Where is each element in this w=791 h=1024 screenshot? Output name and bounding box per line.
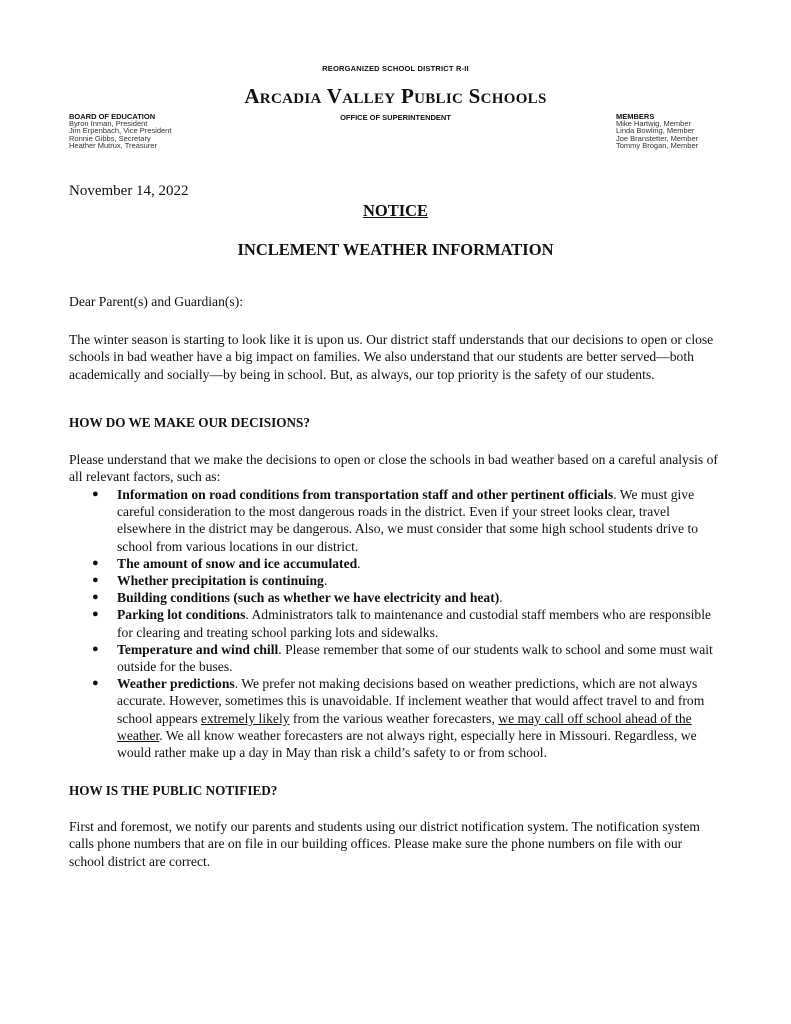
board-heading: BOARD OF EDUCATION	[69, 112, 156, 121]
list-item	[69, 572, 719, 589]
factor-text: . We all know weather forecasters are not always right, especially here in Missouri. Regardless, we would rather make up a day in May than risk a child’s safety to or from school.	[117, 727, 697, 761]
list-item	[69, 555, 719, 572]
factor-text: .	[323, 573, 328, 589]
bullet-icon: ●	[92, 608, 99, 621]
member: Joe Branstetter, Member	[616, 133, 699, 143]
factor-text: .	[357, 555, 361, 571]
bullet-icon: ●	[92, 574, 99, 587]
member: Tommy Brogan, Member	[616, 140, 699, 150]
bullet-icon: ●	[92, 591, 99, 604]
factor-text: from the various weather forecasters,	[289, 710, 499, 726]
list-item	[69, 675, 719, 761]
factor-text: . Administrators talk to maintenance and custodial staff members who are responsible for clearing and treating school parking lots and sidewalks.	[117, 607, 711, 640]
board-member: Jim Erpenbach, Vice President	[69, 126, 172, 136]
factor-title: Weather predictions	[117, 676, 235, 692]
intro-paragraph: The winter season is starting to look like it is upon us. Our district staff understands that our decisions to open or close schools in bad weather have a big impact on families. We also understand that our students are better served—both academically and socially—by being in school. But, as always, our top priority is the safety of our students.	[69, 332, 714, 382]
member: Linda Bowling, Member	[616, 126, 695, 136]
decisions-intro-paragraph: Please understand that we make the decisions to open or close the schools in bad weather based on a careful analysis of all relevant factors, such as:	[69, 452, 718, 485]
district-name: REORGANIZED SCHOOL DISTRICT R-II	[322, 64, 469, 73]
factor-text: .	[499, 590, 503, 606]
factors-list	[69, 486, 719, 761]
list-item	[69, 486, 719, 555]
members-heading: MEMBERS	[616, 112, 655, 121]
board-member: Ronnie Gibbs, Secretary	[69, 133, 151, 143]
school-title: Arcadia Valley Public Schools	[244, 84, 547, 108]
board-member: Heather Mutrux, Treasurer	[69, 140, 157, 150]
factor-title: Information on road conditions from transportation staff and other pertinent officials	[117, 487, 614, 502]
bullet-icon: ●	[92, 556, 99, 569]
factor-text: . We must give careful consideration to the most dangerous roads in the district. Even if your street looks clear, travel elsewhere in the district may be dangerous. Also, we must consider that some high school students drive to school from various locations in our district.	[117, 487, 699, 554]
underlined-phrase: extremely likely	[200, 710, 290, 726]
factor-title: Whether precipitation is continuing	[117, 573, 324, 589]
list-item	[69, 589, 719, 606]
factor-text: . We prefer not making decisions based on weather predictions, which are not always accurate. However, sometimes this is unavoidable. If inclement weather that would affect travel to and from school appears	[117, 676, 705, 726]
office-line: OFFICE OF SUPERINTENDENT	[340, 113, 451, 122]
bullet-icon: ●	[92, 488, 99, 500]
section-heading-decisions: HOW DO WE MAKE OUR DECISIONS?	[69, 415, 310, 430]
bullet-icon: ●	[92, 677, 99, 690]
section-heading-public: HOW IS THE PUBLIC NOTIFIED?	[69, 783, 278, 798]
members-list	[616, 113, 698, 149]
member: Mike Hartwig, Member	[616, 119, 692, 129]
greeting: Dear Parent(s) and Guardian(s):	[69, 294, 244, 309]
underlined-phrase: we may call off school ahead of the weather	[117, 710, 692, 743]
factor-title: Parking lot conditions	[117, 607, 246, 623]
list-item	[69, 641, 719, 675]
factor-title: The amount of snow and ice accumulated	[117, 555, 358, 571]
factor-text: . Please remember that some of our students walk to school and some must wait outside for the buses.	[117, 641, 713, 675]
public-paragraph: First and foremost, we notify our parents and students using our district notification system. The notification system calls phone numbers that are on file in our building offices. Please make sure the phone numbers on file with our school district are correct.	[69, 819, 701, 869]
notice-subtitle: INCLEMENT WEATHER INFORMATION	[237, 240, 554, 259]
board-member: Byron Inman, President	[69, 119, 148, 129]
list-item	[69, 606, 719, 640]
notice-heading: NOTICE	[362, 201, 429, 220]
letter-date: November 14, 2022	[69, 183, 189, 199]
board-of-education-list	[69, 113, 171, 149]
bullet-icon: ●	[92, 642, 99, 655]
factor-title: Temperature and wind chill	[117, 641, 279, 657]
factor-title: Building conditions (such as whether we have electricity and heat)	[117, 590, 500, 606]
